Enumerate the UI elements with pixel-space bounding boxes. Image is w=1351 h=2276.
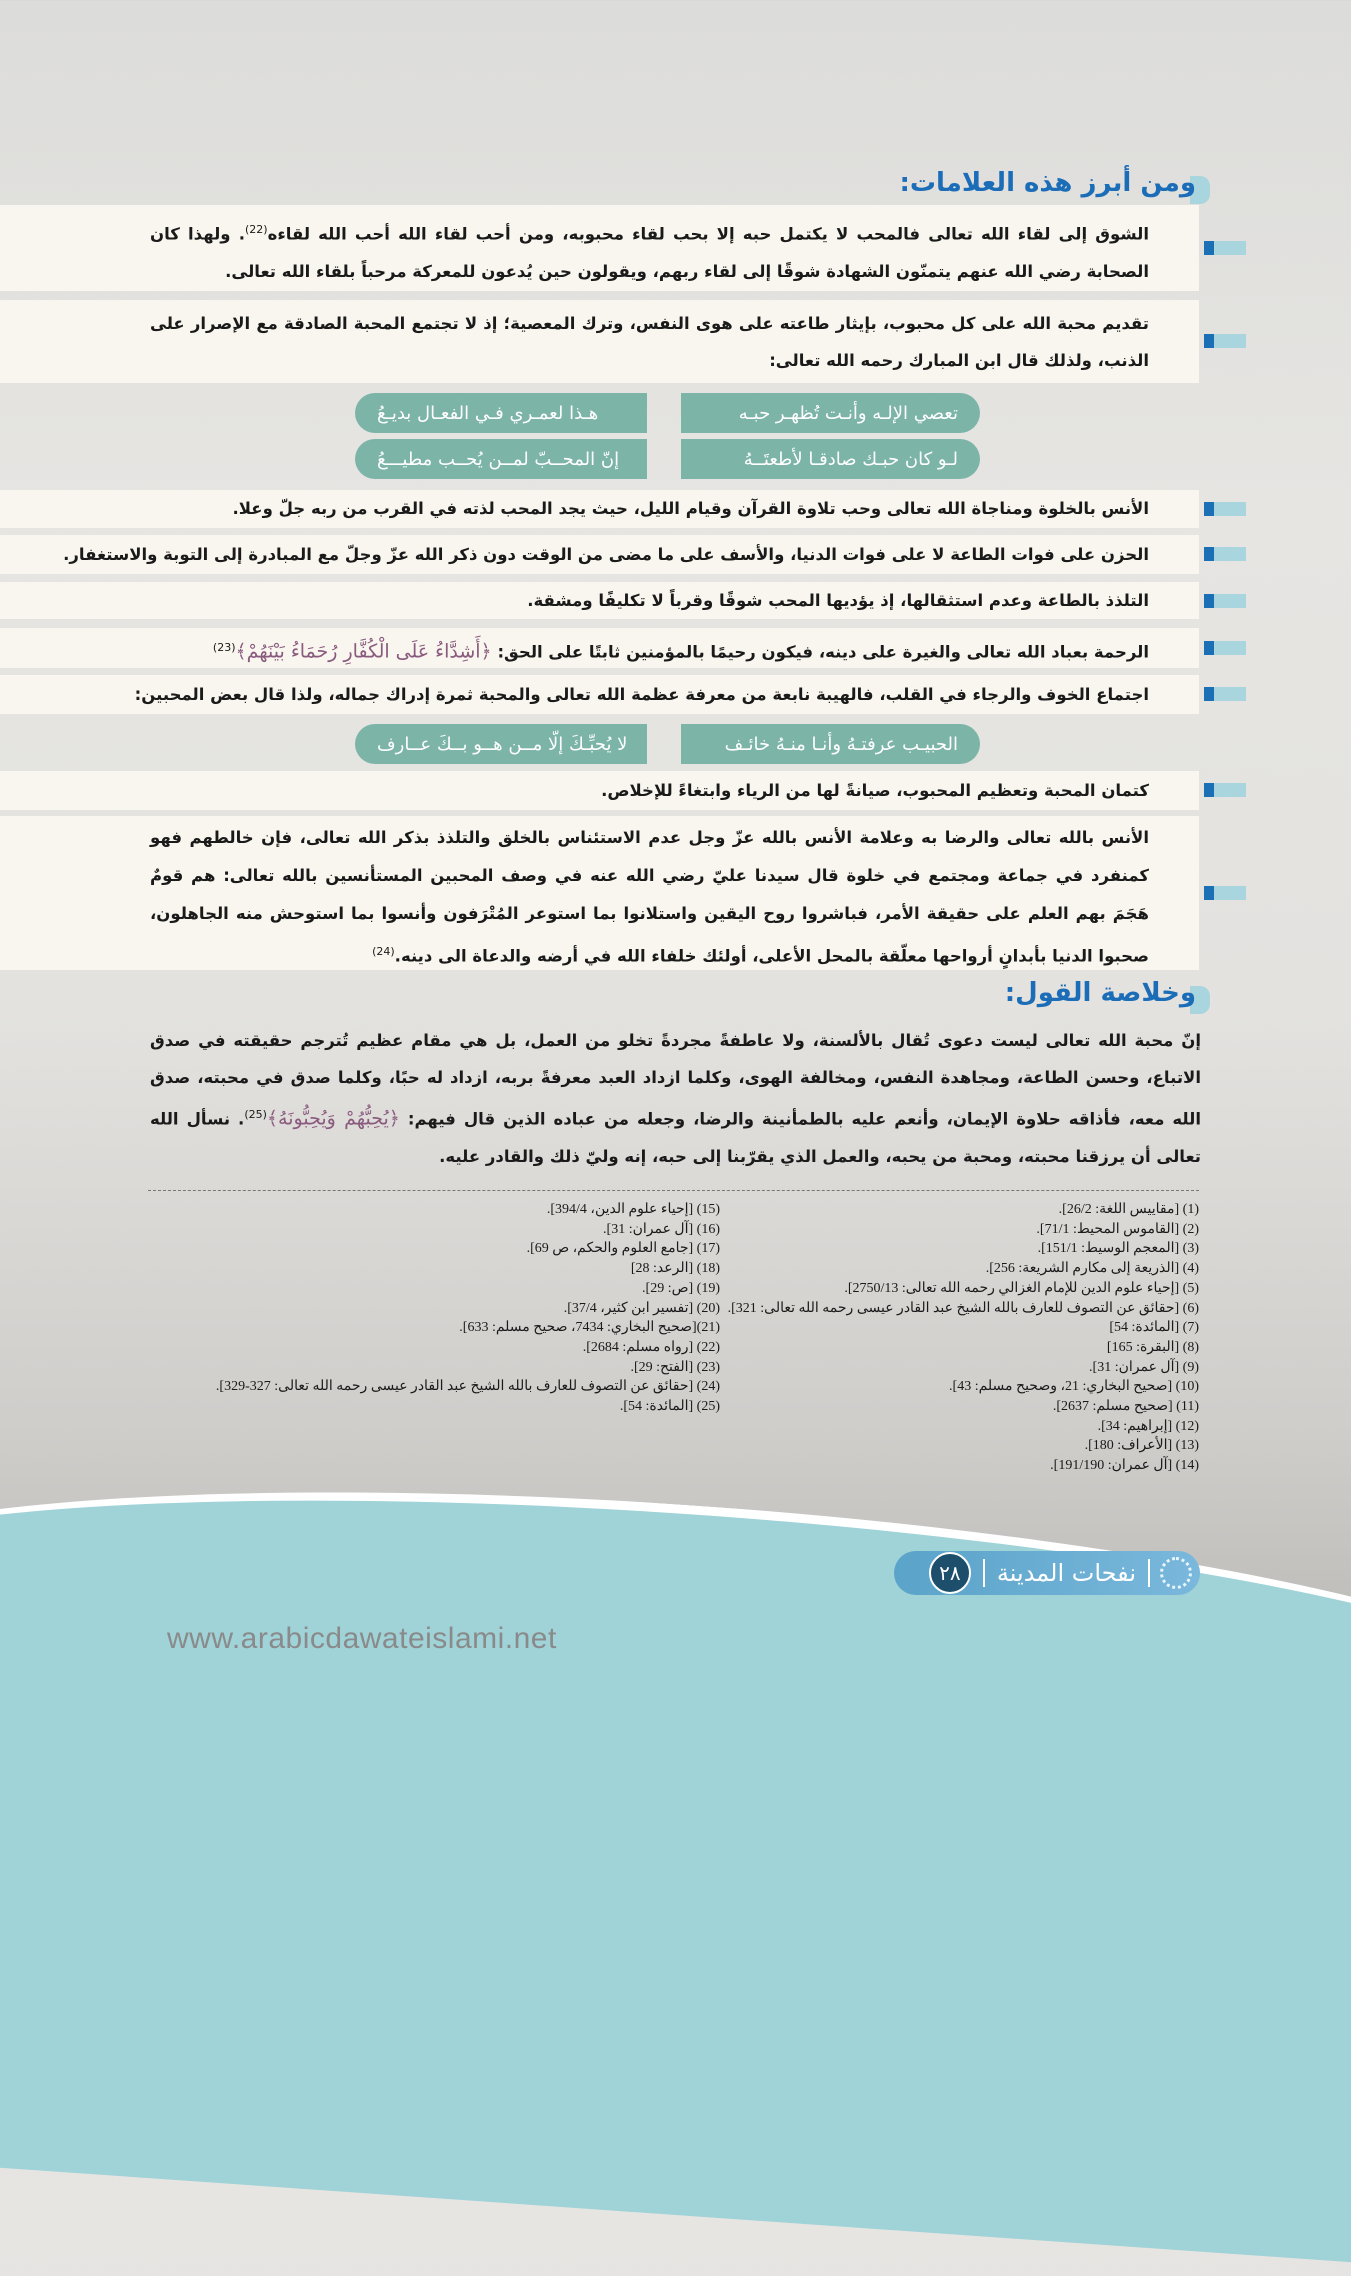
item-box <box>0 675 1199 714</box>
item-text: الشوق إلى لقاء الله تعالى فالمحب لا يكتمل حبه إلا بحب لقاء محبوبه، ومن أحب لقاء الله أحب الله لقاءه$^{(22)}$. ولهذا كان الصحابة رضي الله عنهم يتمنّون الشهادة شوقًا إلى لقاء ربهم، ويقولون حين يُدعون للمعركة مرحباً بلقاء الله تعالى. <box>150 223 1149 281</box>
website-url[interactable]: www.arabicdawateislami.net <box>167 1622 557 1655</box>
footnote: (13) [الأعراف: 180]. <box>1084 1438 1199 1454</box>
bullet-marker-icon <box>1204 641 1246 655</box>
item-box <box>0 535 1199 574</box>
item-box <box>0 582 1199 619</box>
footnote: (21)[صحيح البخاري: 7434، صحيح مسلم: 633]. <box>459 1320 720 1336</box>
footnote-divider <box>148 1190 1199 1191</box>
page-number: ٢٨ <box>929 1552 971 1594</box>
item-box <box>0 816 1199 970</box>
footnote: (19) [ص: 29]. <box>642 1280 720 1296</box>
poem-verse: لا يُحبِّـكَ إلّا مــن هــو بــكَ عــارف <box>355 724 647 764</box>
footnote: (4) [الذريعة إلى مكارم الشريعة: 256]. <box>985 1261 1199 1277</box>
item-text: الحزن على فوات الطاعة لا على فوات الدنيا، والأسف على ما مضى من الوقت دون ذكر الله عزّ وجلّ مع المبادرة إلى التوبة والاستغفار. <box>63 545 1149 564</box>
footnote: (2) [القاموس المحيط: 71/1]. <box>1036 1221 1199 1237</box>
footnote: (1) [مقاييس اللغة: 26/2]. <box>1058 1202 1199 1217</box>
conclusion-paragraph: إنّ محبة الله تعالى ليست دعوى تُقال بالألسنة، ولا عاطفةً مجردةً تخلو من العمل، بل هي مقام عظيم تُترجم حقيقته في صدق الاتباع، وحسن الطاعة، ومجاهدة النفس، ومخالفة الهوى، وكلما ازداد العبد معرفةً بربه، ازداد له حبًا، وكلما صدق في محبته، صدق الله معه، فأذاقه حلاوة الإيمان، وأنعم عليه بالطمأنينة والرضا، وجعله من عباده الذين قال فيهم: ﴿يُحِبُّهُمْ وَيُحِبُّونَهُ﴾$^{(25)}$. نسأل الله تعالى أن يرزقنا محبته، ومحبة من يحبه، والعمل الذي يقرّبنا إلى حبه، إنه وليّ ذلك والقادر عليه. <box>150 1031 1201 1166</box>
footnote: (11) [صحيح مسلم: 2637]. <box>1052 1399 1199 1415</box>
item-text: كتمان المحبة وتعظيم المحبوب، صيانةً لها من الرياء وابتغاءً للإخلاص. <box>601 781 1149 800</box>
footnote: (14) [آل عمران: 191/190]. <box>1050 1458 1199 1474</box>
footnote: (8) [البقرة: 165] <box>1106 1339 1199 1355</box>
footnote: (9) [آل عمران: 31]. <box>1089 1359 1199 1375</box>
item-text: التلذذ بالطاعة وعدم استثقالها، إذ يؤديها المحب شوقًا وقرباً لا تكليفًا ومشقة. <box>527 591 1149 610</box>
bullet-marker-icon <box>1204 687 1246 701</box>
footnote: (17) [جامع العلوم والحكم، ص 69]. <box>526 1241 720 1257</box>
item-text: الأنس بالله تعالى والرضا به وعلامة الأنس بالله عزّ وجل عدم الاستئناس بالخلق والتلذذ بذكر الله تعالى، فإن خالطهم فهو كمنفرد في جماعة ومجتمع في خلوة قال سيدنا عليّ رضي الله عنه في وصف المحبين المستأنسين بالله تعالى: هم قومٌ هَجَمَ بهم العلم على حقيقة الأمر، فباشروا روح اليقين واستلانوا بما استوعر المُتْرَفون وأنسوا بما استوحش منه الجاهلون، صحبوا الدنيا بأبدانٍ أرواحها معلّقة بالمحل الأعلى، أولئك خلفاء الله في أرضه والدعاة الى دينه.$^{(24)}$ <box>150 828 1149 966</box>
poem-verse: هـذا لعمـري فـي الفعـال بديـعُ <box>355 393 647 433</box>
footnote: (7) [المائدة: 54] <box>1109 1320 1199 1336</box>
footnote: (16) [آل عمران: 31]. <box>603 1221 720 1237</box>
poem-verse: تعصي الإلـه وأنـت تُظهـر حبـه <box>681 393 980 433</box>
footnote: (25) [المائدة: 54]. <box>619 1399 720 1415</box>
bullet-marker-icon <box>1204 502 1246 516</box>
footnote: (20) [تفسير ابن كثير، 37/4]. <box>563 1300 720 1316</box>
footnotes-column-right <box>728 1200 1199 1476</box>
bullet-marker-icon <box>1204 547 1246 561</box>
bullet-marker-icon <box>1204 783 1246 797</box>
section-title-signs: ومن أبرز هذه العلامات: <box>899 168 1196 198</box>
item-box <box>0 300 1199 383</box>
magazine-badge <box>894 1551 1200 1595</box>
item-text: الرحمة بعباد الله تعالى والغيرة على دينه، فيكون رحيمًا بالمؤمنين ثابتًا على الحق: ﴿أَشِدَّاءُ عَلَى الْكُفَّارِ رُحَمَاءُ بَيْنَهُمْ﴾$^{(23)}$ <box>212 640 1149 663</box>
rosette-logo-icon <box>1160 1557 1192 1589</box>
item-box <box>0 205 1199 291</box>
item-text: اجتماع الخوف والرجاء في القلب، فالهيبة نابعة من معرفة عظمة الله تعالى والمحبة ثمرة إدراك جماله، ولذا قال بعض المحبين: <box>134 685 1149 704</box>
bullet-marker-icon <box>1204 594 1246 608</box>
bullet-marker-icon <box>1204 241 1246 255</box>
footnote: (6) [حقائق عن التصوف للعارف بالله الشيخ عبد القادر عيسى رحمه الله تعالى: 321]. <box>727 1300 1199 1316</box>
footnote: (12) [إبراهيم: 34]. <box>1097 1418 1199 1434</box>
item-box <box>0 628 1199 668</box>
item-box <box>0 771 1199 810</box>
footnote: (24) [حقائق عن التصوف للعارف بالله الشيخ عبد القادر عيسى رحمه الله تعالى: 327-329]. <box>215 1379 720 1395</box>
item-box <box>0 490 1199 528</box>
footnotes-column-left <box>216 1200 720 1417</box>
footnote: (18) [الرعد: 28] <box>630 1261 720 1277</box>
footnote: (15) [إحياء علوم الدين، 394/4]. <box>546 1202 720 1217</box>
footnote: (3) [المعجم الوسيط: 151/1]. <box>1037 1241 1199 1257</box>
footnote: (23) [الفتح: 29]. <box>630 1359 720 1375</box>
magazine-name: نفحات المدينة <box>983 1559 1150 1587</box>
poem-verse: الحبيـب عرفتـهُ وأنـا منـهُ خائـف <box>681 724 980 764</box>
poem-verse: لـو كان حبـك صادقـا لأطعتَــهُ <box>681 439 980 479</box>
footnote: (22) [رواه مسلم: 2684]. <box>582 1339 720 1355</box>
footnote: (10) [صحيح البخاري: 21، وصحيح مسلم: 43]. <box>949 1379 1199 1395</box>
section-title-conclusion: وخلاصة القول: <box>1004 978 1196 1008</box>
footnote: (5) [إحياء علوم الدين للإمام الغزالي رحمه الله تعالى: 2750/13]. <box>844 1280 1199 1296</box>
item-text: الأنس بالخلوة ومناجاة الله تعالى وحب تلاوة القرآن وقيام الليل، حيث يجد المحب لذته في القرب من ربه جلّ وعلا. <box>232 499 1149 518</box>
item-text: تقديم محبة الله على كل محبوب، بإيثار طاعته على هوى النفس، وترك المعصية؛ إذ لا تجتمع المحبة الصادقة مع الإصرار على الذنب، ولذلك قال ابن المبارك رحمه الله تعالى: <box>150 314 1149 370</box>
bullet-marker-icon <box>1204 334 1246 348</box>
poem-verse: إنّ المحــبّ لمــن يُحــب مطيـــعُ <box>355 439 647 479</box>
bullet-marker-icon <box>1204 886 1246 900</box>
